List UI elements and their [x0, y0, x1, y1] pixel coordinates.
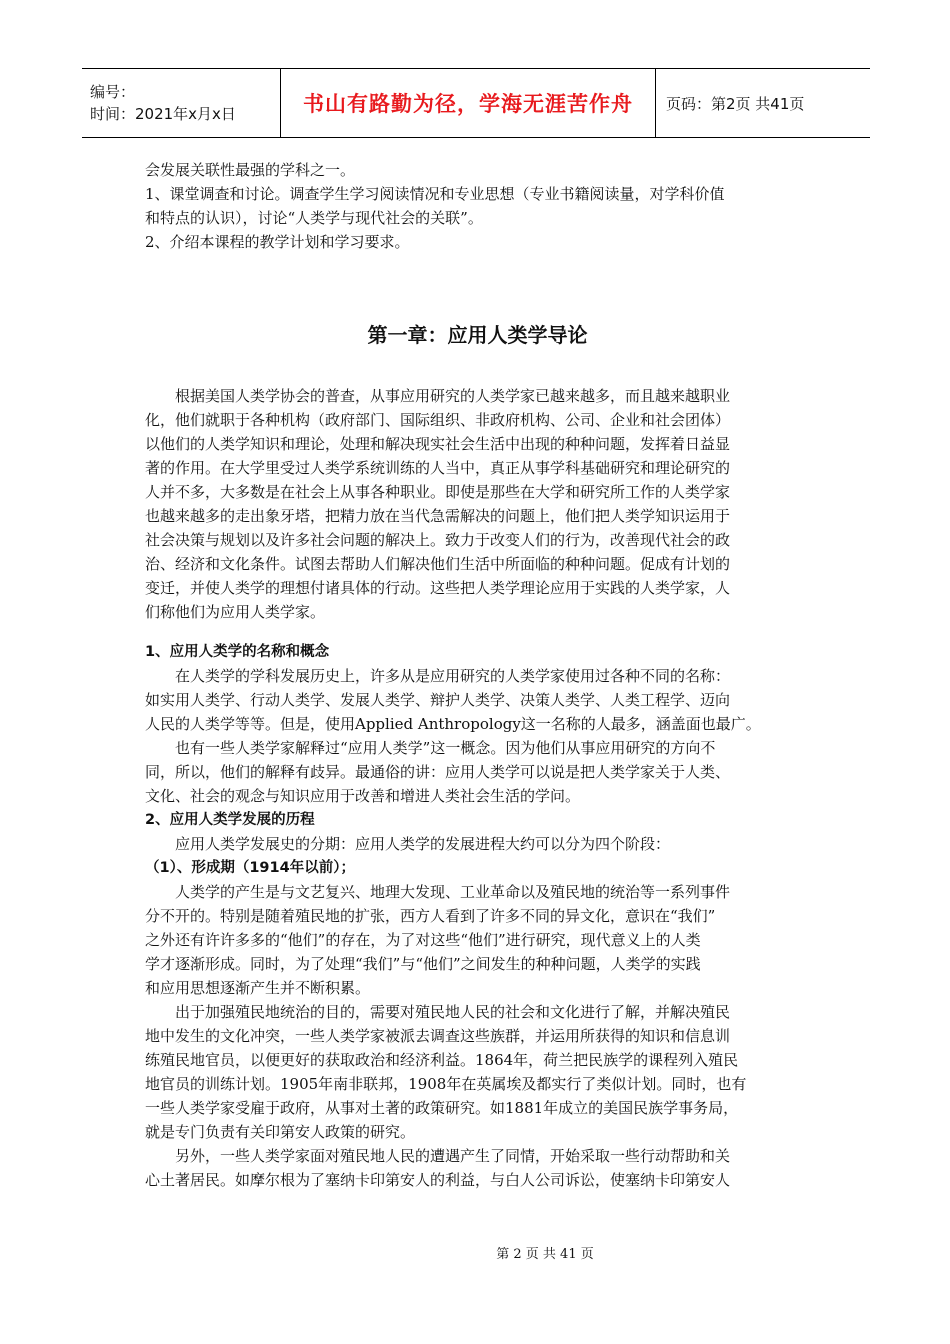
text-line: 练殖民地官员，以便更好的获取政治和经济利益。1864年，荷兰把民族学的课程列入殖民	[145, 1051, 739, 1069]
text-line: 也越来越多的走出象牙塔，把精力放在当代急需解决的问题上，他们把人类学知识运用于	[145, 507, 731, 525]
text-line: 人类学的产生是与文艺复兴、地理大发现、工业革命以及殖民地的统治等一系列事件	[175, 883, 731, 901]
page-header	[82, 68, 870, 138]
chapter-title: 第一章：应用人类学导论	[367, 323, 588, 347]
page-footer	[0, 1243, 950, 1262]
text-line: 治、经济和文化条件。试图去帮助人们解决他们生活中所面临的种种问题。促成有计划的	[145, 555, 731, 573]
paragraph	[145, 1144, 810, 1192]
text-line: 2、介绍本课程的教学计划和学习要求。	[145, 233, 410, 251]
document-date-label: 时间：2021年x月x日	[90, 105, 236, 123]
paragraph	[145, 880, 810, 1000]
text-line: 学才逐渐形成。同时，为了处理“我们”与“他们”之间发生的种种问题，人类学的实践	[145, 955, 701, 973]
text-line: 同，所以，他们的解释有歧异。最通俗的讲：应用人类学可以说是把人类学家关于人类、	[145, 763, 731, 781]
text-line: 化，他们就职于各种机构（政府部门、国际组织、非政府机构、公司、企业和社会团体）	[145, 411, 731, 429]
section-title: 2、应用人类学发展的历程	[145, 812, 315, 828]
text-line: 之外还有许许多多的“他们”的存在，为了对这些“他们”进行研究，现代意义上的人类	[145, 931, 701, 949]
text-line: 也有一些人类学家解释过“应用人类学”这一概念。因为他们从事应用研究的方向不	[175, 739, 716, 757]
text-line: 和应用思想逐渐产生并不断积累。	[145, 979, 371, 997]
text-line: 出于加强殖民地统治的目的，需要对殖民地人民的社会和文化进行了解，并解决殖民	[175, 1003, 731, 1021]
header-motto: 书山有路勤为径，学海无涯苦作舟	[281, 69, 656, 137]
text-line: 和特点的认识），讨论“人类学与现代社会的关联”。	[145, 209, 483, 227]
text-line: 以他们的人类学知识和理论，处理和解决现实社会生活中出现的种种问题，发挥着日益显	[145, 435, 731, 453]
intro-block	[145, 158, 810, 254]
text-line: 地中发生的文化冲突，一些人类学家被派去调查这些族群，并运用所获得的知识和信息训	[145, 1027, 731, 1045]
text-line: 分不开的。特别是随着殖民地的扩张，西方人看到了许多不同的异文化，意识在“我们”	[145, 907, 716, 925]
paragraph-intro	[145, 384, 810, 624]
text-line: 应用人类学发展史的分期：应用人类学的发展进程大约可以分为四个阶段：	[175, 835, 671, 853]
text-line: 一些人类学家受雇于政府，从事对土著的政策研究。如1881年成立的美国民族学事务局，	[145, 1099, 739, 1117]
text-line: 文化、社会的观念与知识应用于改善和增进人类社会生活的学问。	[145, 787, 581, 805]
paragraph	[145, 1000, 810, 1144]
text-line: 会发展关联性最强的学科之一。	[145, 161, 356, 179]
subsection-title: （1）、形成期（1914年以前）；	[145, 860, 355, 876]
document-body	[145, 158, 810, 1192]
text-line: 在人类学的学科发展历史上，许多从是应用研究的人类学家使用过各种不同的名称：	[175, 667, 731, 685]
header-page-number: 页码：第2页 共41页	[666, 94, 805, 113]
paragraph	[145, 664, 810, 736]
paragraph	[145, 736, 810, 808]
text-line: 著的作用。在大学里受过人类学系统训练的人当中，真正从事学科基础研究和理论研究的	[145, 459, 731, 477]
text-line: 人民的人类学等等。但是，使用Applied Anthropology这一名称的人最多，涵盖面也最广。	[145, 715, 761, 733]
text-line: 人并不多，大多数是在社会上从事各种职业。即使是那些在大学和研究所工作的人类学家	[145, 483, 731, 501]
text-line: 根据美国人类学协会的普查，从事应用研究的人类学家已越来越多，而且越来越职业	[175, 387, 731, 405]
text-line: 们称他们为应用人类学家。	[145, 603, 326, 621]
document-number-label: 编号：	[90, 83, 136, 101]
text-line: 另外，一些人类学家面对殖民地人民的遭遇产生了同情，开始采取一些行动帮助和关	[175, 1147, 731, 1165]
text-line: 就是专门负责有关印第安人政策的研究。	[145, 1123, 416, 1141]
section-title: 1、应用人类学的名称和概念	[145, 644, 330, 660]
header-meta	[82, 69, 281, 137]
text-line: 心土著居民。如摩尔根为了塞纳卡印第安人的利益，与白人公司诉讼，使塞纳卡印第安人	[145, 1171, 731, 1189]
text-line: 变迁，并使人类学的理想付诸具体的行动。这些把人类学理论应用于实践的人类学家，人	[145, 579, 731, 597]
text-line: 地官员的训练计划。1905年南非联邦，1908年在英属埃及都实行了类似计划。同时，也有	[145, 1075, 747, 1093]
text-line: 社会决策与规划以及许多社会问题的解决上。致力于改变人们的行为，改善现代社会的政	[145, 531, 731, 549]
text-line: 如实用人类学、行动人类学、发展人类学、辩护人类学、决策人类学、人类工程学、迈向	[145, 691, 731, 709]
text-line: 1、课堂调查和讨论。调查学生学习阅读情况和专业思想（专业书籍阅读量，对学科价值	[145, 185, 725, 203]
footer-page-number: 第 2 页 共 41 页	[496, 1247, 594, 1262]
spacer	[145, 624, 810, 640]
